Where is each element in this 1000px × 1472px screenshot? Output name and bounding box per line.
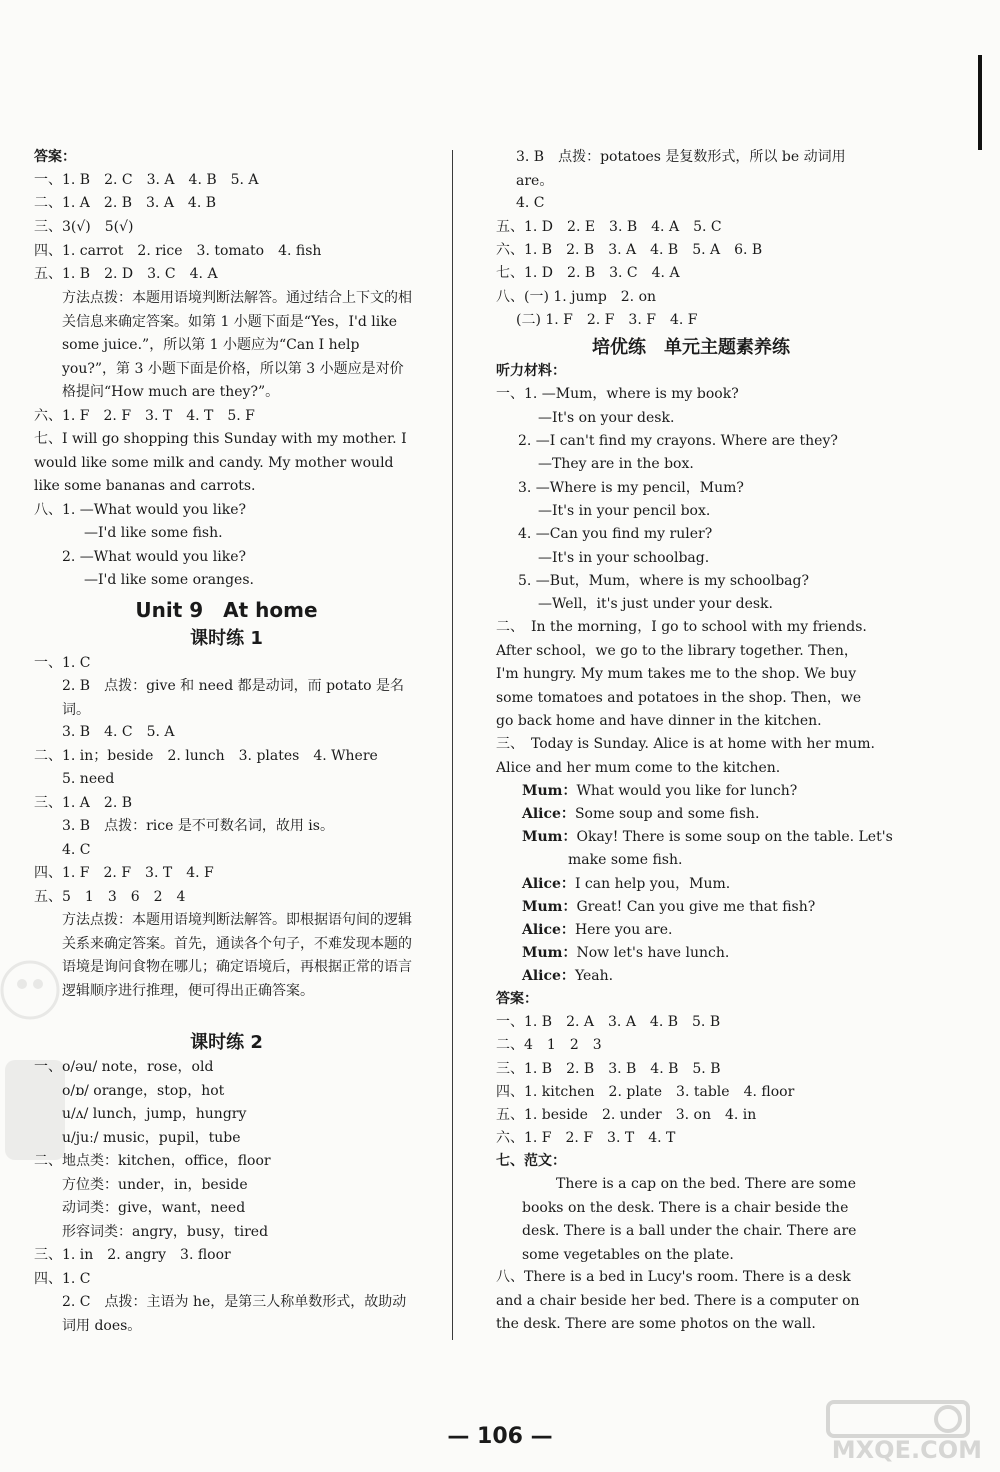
answer-line: 五、5 1 3 6 2 4 — [34, 889, 186, 905]
listening-label: 听力材料： — [496, 363, 566, 379]
dialogue-line — [522, 873, 730, 895]
lesson-title: 课时练 1 — [190, 628, 263, 649]
unit-title: Unit 9 At home — [135, 598, 318, 622]
speaker-name: Alice： — [522, 876, 575, 892]
page-edge-marker — [978, 55, 982, 150]
answer-line: 三、1. in 2. angry 3. floor — [34, 1247, 231, 1263]
speaker-name: Alice： — [522, 806, 575, 822]
listening-line: 3. —Where is my pencil，Mum? — [518, 480, 744, 496]
listening-line: —They are in the box. — [538, 456, 694, 472]
answer-line: 4. C — [62, 842, 91, 858]
answer-line: 六、1. F 2. F 3. T 4. T — [496, 1130, 676, 1146]
answer-line: 动词类：give，want，need — [62, 1200, 246, 1216]
answer-line: 2. —What would you like? — [62, 549, 246, 565]
answer-line: (二) 1. F 2. F 3. F 4. F — [516, 312, 698, 328]
dialogue-text: Okay! There is some soup on the table. Let's — [576, 829, 893, 845]
dialogue-line — [522, 919, 672, 941]
answer-line: 3. B 点拨：rice 是不可数名词，故用 is。 — [62, 818, 334, 834]
answer-line: 二、4 1 2 3 — [496, 1037, 602, 1053]
answer-tip: 2. C 点拨：主语为 he，是第三人称单数形式，故助动词用 does。 — [62, 1294, 407, 1334]
answer-line: 5. need — [62, 771, 115, 787]
listening-line: —It's in your pencil box. — [538, 503, 711, 519]
answer-line: 四、1. carrot 2. rice 3. tomato 4. fish — [34, 243, 322, 259]
answer-line: —I'd like some fish. — [84, 525, 223, 541]
answer-line: 4. C — [516, 195, 545, 211]
answer-line: 三、1. A 2. B — [34, 795, 133, 811]
answers-label: 答案： — [496, 991, 538, 1007]
dialogue-line — [522, 965, 613, 987]
column-divider — [452, 150, 453, 1340]
answer-line: o/ɒ/ orange，stop，hot — [62, 1083, 225, 1099]
dialogue-line — [522, 826, 893, 848]
listening-line: 一、1. —Mum，where is my book? — [496, 386, 739, 402]
answer-line: 七、1. D 2. B 3. C 4. A — [496, 265, 680, 281]
answer-line: 四、1. C — [34, 1271, 91, 1287]
answers-label: 答案： — [34, 149, 76, 165]
dialogue-line — [522, 780, 797, 802]
answer-line: 六、1. B 2. B 3. A 4. B 5. A 6. B — [496, 242, 763, 258]
watermark-logo — [788, 1398, 988, 1468]
speaker-name: Alice： — [522, 922, 575, 938]
dialogue-text: Great! Can you give me that fish? — [576, 899, 816, 915]
watermark-text: MXQE.COM — [831, 1436, 982, 1464]
answer-line: u/juː/ music，pupil，tube — [62, 1130, 241, 1146]
speaker-name: Mum： — [522, 899, 577, 915]
answer-line: 一、o/əu/ note，rose，old — [34, 1059, 214, 1075]
speaker-name: Mum： — [522, 783, 577, 799]
answer-line: 一、1. B 2. C 3. A 4. B 5. A — [34, 172, 259, 188]
answer-line: 二、1. in；beside 2. lunch 3. plates 4. Where — [34, 748, 378, 764]
dialogue-text: Yeah. — [574, 968, 614, 984]
answer-line: 二、地点类：kitchen，office，floor — [34, 1153, 271, 1169]
answer-paragraph: 七、I will go shopping this Sunday with my mother. I would like some milk and candy. My mother would like some bananas and carrots. — [34, 431, 407, 494]
dialogue-line — [522, 803, 759, 825]
dialogue-line — [522, 896, 815, 918]
speaker-name: Mum： — [522, 945, 577, 961]
answer-line: 三、1. B 2. B 3. B 4. B 5. B — [496, 1061, 721, 1077]
answer-line: 八、(一) 1. jump 2. on — [496, 289, 657, 305]
dialogue-text: Here you are. — [574, 922, 673, 938]
method-tip: 方法点拨：本题用语境判断法解答。即根据语句间的逻辑关系来确定答案。首先，通读各个句子，不难发现本题的语境是询问食物在哪儿；确定语境后，再根据正常的语言逻辑顺序进行推理，便可得出正确答案。 — [62, 912, 412, 999]
listening-line: —It's on your desk. — [538, 410, 675, 426]
answer-line: 六、1. F 2. F 3. T 4. T 5. F — [34, 408, 255, 424]
lesson-title: 课时练 2 — [190, 1032, 263, 1053]
answer-line: —I'd like some oranges. — [84, 572, 254, 588]
answer-line: 五、1. beside 2. under 3. on 4. in — [496, 1107, 757, 1123]
dialogue-text: What would you like for lunch? — [576, 783, 798, 799]
dialogue-line: make some fish. — [568, 852, 683, 868]
listening-line: 2. —I can't find my crayons. Where are they? — [518, 433, 838, 449]
sample-essay-label: 七、范文： — [496, 1153, 566, 1169]
answer-line: 一、1. C — [34, 655, 91, 671]
listening-line: —It's in your schoolbag. — [538, 550, 710, 566]
dialogue-text: Now let's have lunch. — [576, 945, 730, 961]
dialogue-text: Some soup and some fish. — [574, 806, 760, 822]
dialogue-line — [522, 942, 729, 964]
answer-line: 三、3(√) 5(√) — [34, 219, 134, 235]
speaker-name: Mum： — [522, 829, 577, 845]
answer-line: 四、1. F 2. F 3. T 4. F — [34, 865, 214, 881]
answer-line: 二、1. A 2. B 3. A 4. B — [34, 195, 217, 211]
answer-line: 八、1. —What would you like? — [34, 502, 246, 518]
page-number: — 106 — — [447, 1424, 553, 1449]
listening-line: 4. —Can you find my ruler? — [518, 526, 713, 542]
section-title: 培优练 单元主题素养练 — [592, 337, 790, 358]
sample-essay: There is a cap on the bed. There are some books on the desk. There is a chair beside the desk. There is a ball under the chair. There are some vegetables on the plate. — [522, 1176, 857, 1263]
answer-line: 一、1. B 2. A 3. A 4. B 5. B — [496, 1014, 721, 1030]
method-tip: 方法点拨：本题用语境判断法解答。通过结合上下文的相关信息来确定答案。如第 1 小题下面是“Yes，I'd like some juice.”，所以第 1 小题应为“Can I help you?”，第 3 小题下面是价格，所以第 3 小题应是对价格提问“How much are they?”。 — [62, 290, 412, 400]
answer-line: 五、1. B 2. D 3. C 4. A — [34, 266, 218, 282]
answer-paragraph: 八、There is a bed in Lucy's room. There is a desk and a chair beside her bed. There is a computer on the desk. There are some photos on the wall. — [496, 1269, 860, 1332]
listening-line: 5. —But，Mum，where is my schoolbag? — [518, 573, 809, 589]
answer-line: u/ʌ/ lunch，jump，hungry — [62, 1106, 247, 1122]
speaker-name: Alice： — [522, 968, 575, 984]
dialogue-text: I can help you，Mum. — [574, 876, 731, 892]
listening-paragraph: 二、 In the morning，I go to school with my friends. After school，we go to the library together. Then，I'm hungry. My mum takes me to the shop. We buy some tomatoes and potatoes in the shop. Then，we go back home and have dinner in the kitchen. — [496, 619, 867, 729]
listening-line: —Well，it's just under your desk. — [538, 596, 773, 612]
answer-tip: 3. B 点拨：potatoes 是复数形式，所以 be 动词用 are。 — [516, 149, 846, 189]
answer-tip: 2. B 点拨：give 和 need 都是动词，而 potato 是名词。 — [62, 678, 404, 718]
listening-paragraph: 三、 Today is Sunday. Alice is at home with her mum. Alice and her mum come to the kitchen. — [496, 736, 875, 776]
answer-line: 形容词类：angry，busy，tired — [62, 1224, 269, 1240]
answer-line: 方位类：under，in，beside — [62, 1177, 248, 1193]
answer-line: 五、1. D 2. E 3. B 4. A 5. C — [496, 219, 722, 235]
answer-line: 四、1. kitchen 2. plate 3. table 4. floor — [496, 1084, 795, 1100]
answer-line: 3. B 4. C 5. A — [62, 724, 175, 740]
